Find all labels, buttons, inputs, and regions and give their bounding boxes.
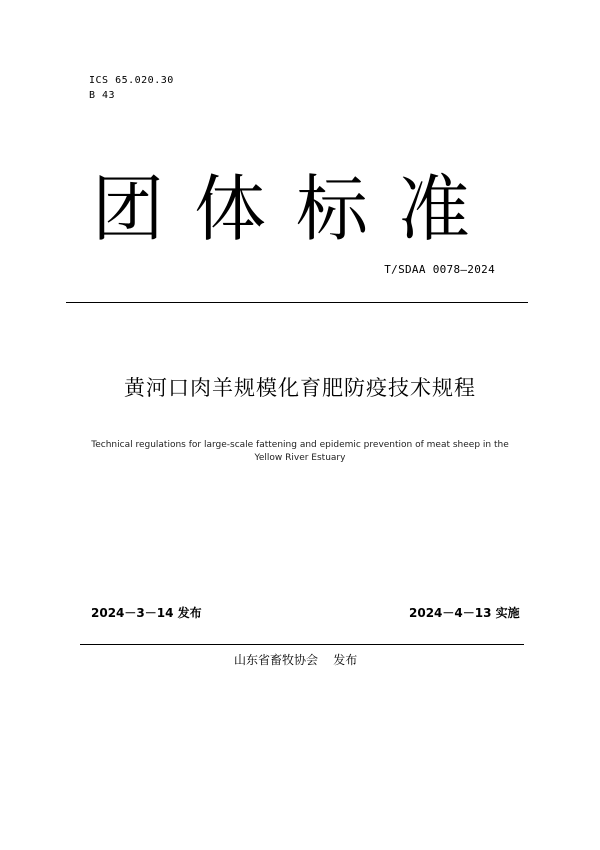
top-divider xyxy=(66,302,528,303)
classification-code: B 43 xyxy=(89,90,116,101)
document-title-cn: 黄河口肉羊规模化育肥防疫技术规程 xyxy=(124,376,476,400)
document-type-title: 团体标准 xyxy=(92,167,501,251)
publisher: 山东省畜牧协会 发布 xyxy=(234,653,358,667)
issue-date: 2024－3－14 发布 xyxy=(91,606,202,620)
bottom-divider xyxy=(80,644,524,645)
implementation-date: 2024－4－13 实施 xyxy=(409,606,520,620)
document-title-en: Technical regulations for large-scale fattening and epidemic prevention of meat sheep in the Yellow River Estuary xyxy=(91,440,509,463)
ics-code: ICS 65.020.30 xyxy=(89,75,174,86)
standard-number: T/SDAA 0078—2024 xyxy=(384,263,495,276)
